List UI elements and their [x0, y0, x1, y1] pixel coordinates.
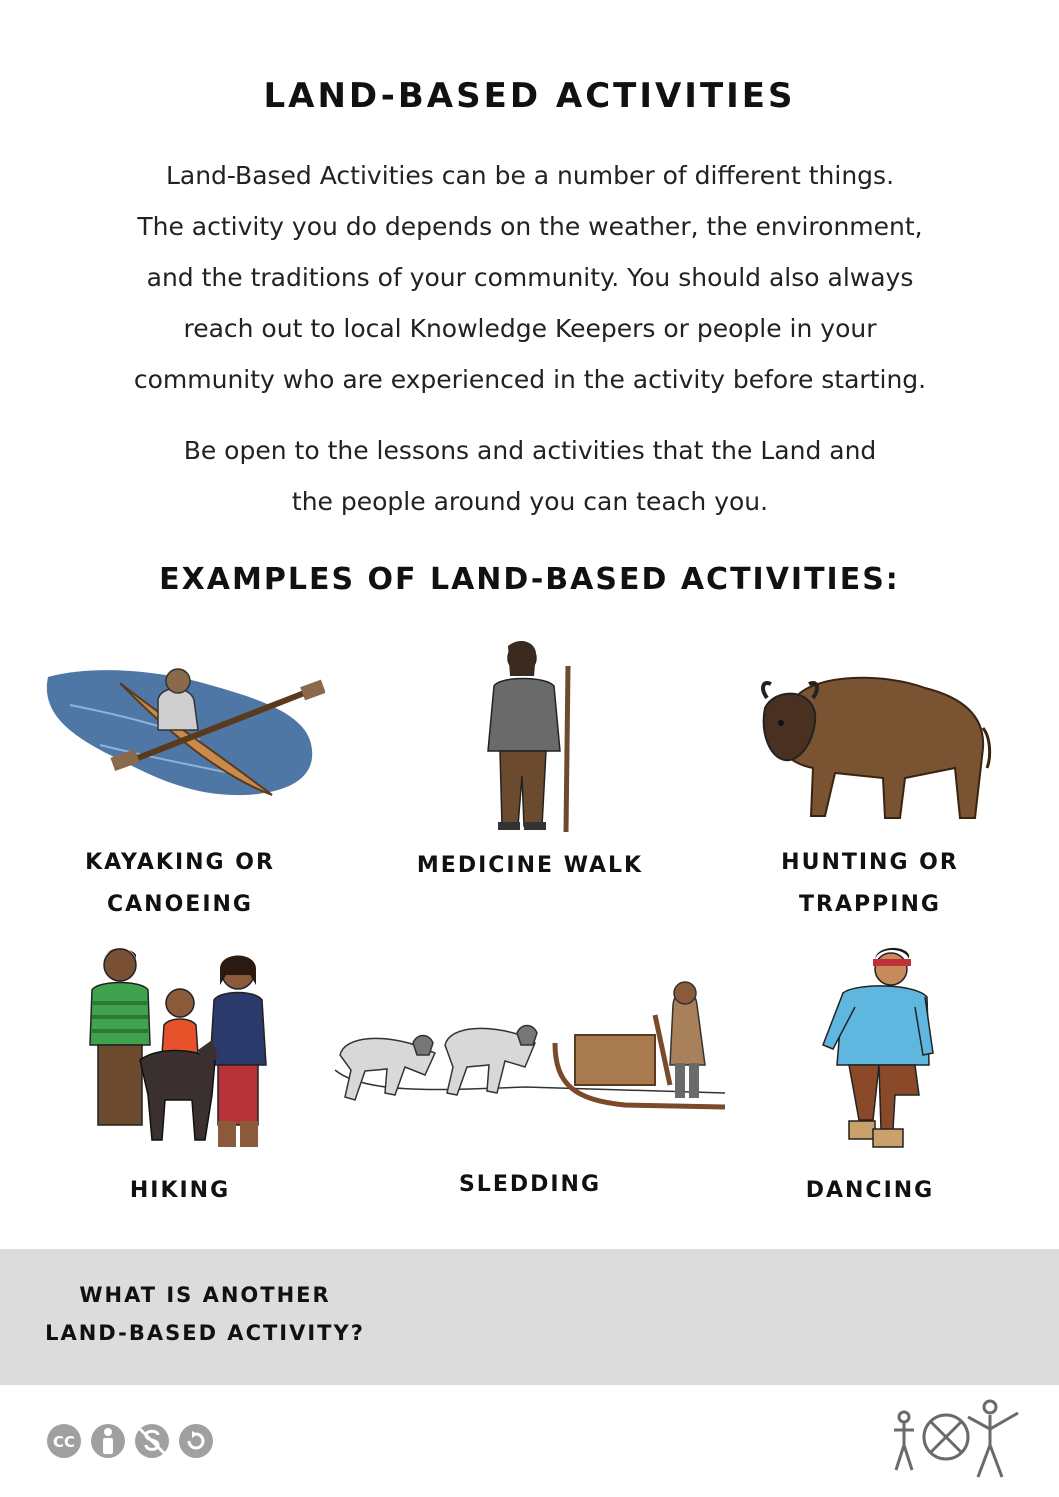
prompt-line: LAND-BASED ACTIVITY? — [45, 1321, 365, 1345]
prompt-question — [40, 1276, 370, 1352]
by-person-icon — [91, 1424, 125, 1458]
hunting-label-line: TRAPPING — [799, 892, 941, 917]
closing-line: the people around you can teach you. — [291, 487, 769, 516]
intro-paragraph — [60, 150, 1000, 405]
sledding-illustration — [325, 975, 730, 1115]
license-icons — [46, 1421, 218, 1465]
hunting-label — [760, 842, 980, 926]
bison-illustration — [755, 668, 995, 828]
kayaking-label-line: CANOEING — [107, 892, 253, 917]
prompt-line: WHAT IS ANOTHER — [79, 1283, 331, 1307]
cc-icon — [47, 1424, 81, 1458]
intro-line: The activity you do depends on the weather, the environment, — [137, 212, 923, 241]
medicine-walk-illustration — [480, 636, 580, 836]
intro-line: Land-Based Activities can be a number of different things. — [165, 161, 895, 190]
kayaking-label — [60, 842, 300, 926]
closing-paragraph — [100, 425, 960, 527]
dancing-illustration — [815, 945, 935, 1155]
intro-line: and the traditions of your community. You should also always — [146, 263, 914, 292]
sa-icon — [179, 1424, 213, 1458]
hiking-label: HIKING — [129, 1178, 231, 1203]
nc-icon — [135, 1424, 169, 1458]
kayaking-label-line: KAYAKING OR — [85, 850, 275, 875]
page-title: LAND-BASED ACTIVITIES — [263, 76, 796, 116]
hiking-illustration — [80, 945, 270, 1155]
intro-line: community who are experienced in the activity before starting. — [133, 365, 927, 394]
hunting-label-line: HUNTING OR — [781, 850, 959, 875]
medicine-walk-label: MEDICINE WALK — [416, 853, 644, 878]
closing-line: Be open to the lessons and activities that the Land and — [183, 436, 877, 465]
kayaking-illustration — [40, 655, 325, 805]
dancing-label: DANCING — [805, 1178, 935, 1203]
cc-icon-text: CC — [52, 1433, 76, 1451]
organization-logo — [886, 1395, 1026, 1489]
examples-heading: EXAMPLES OF LAND-BASED ACTIVITIES: — [159, 562, 900, 597]
sledding-label: SLEDDING — [458, 1172, 602, 1197]
intro-line: reach out to local Knowledge Keepers or people in your — [183, 314, 877, 343]
